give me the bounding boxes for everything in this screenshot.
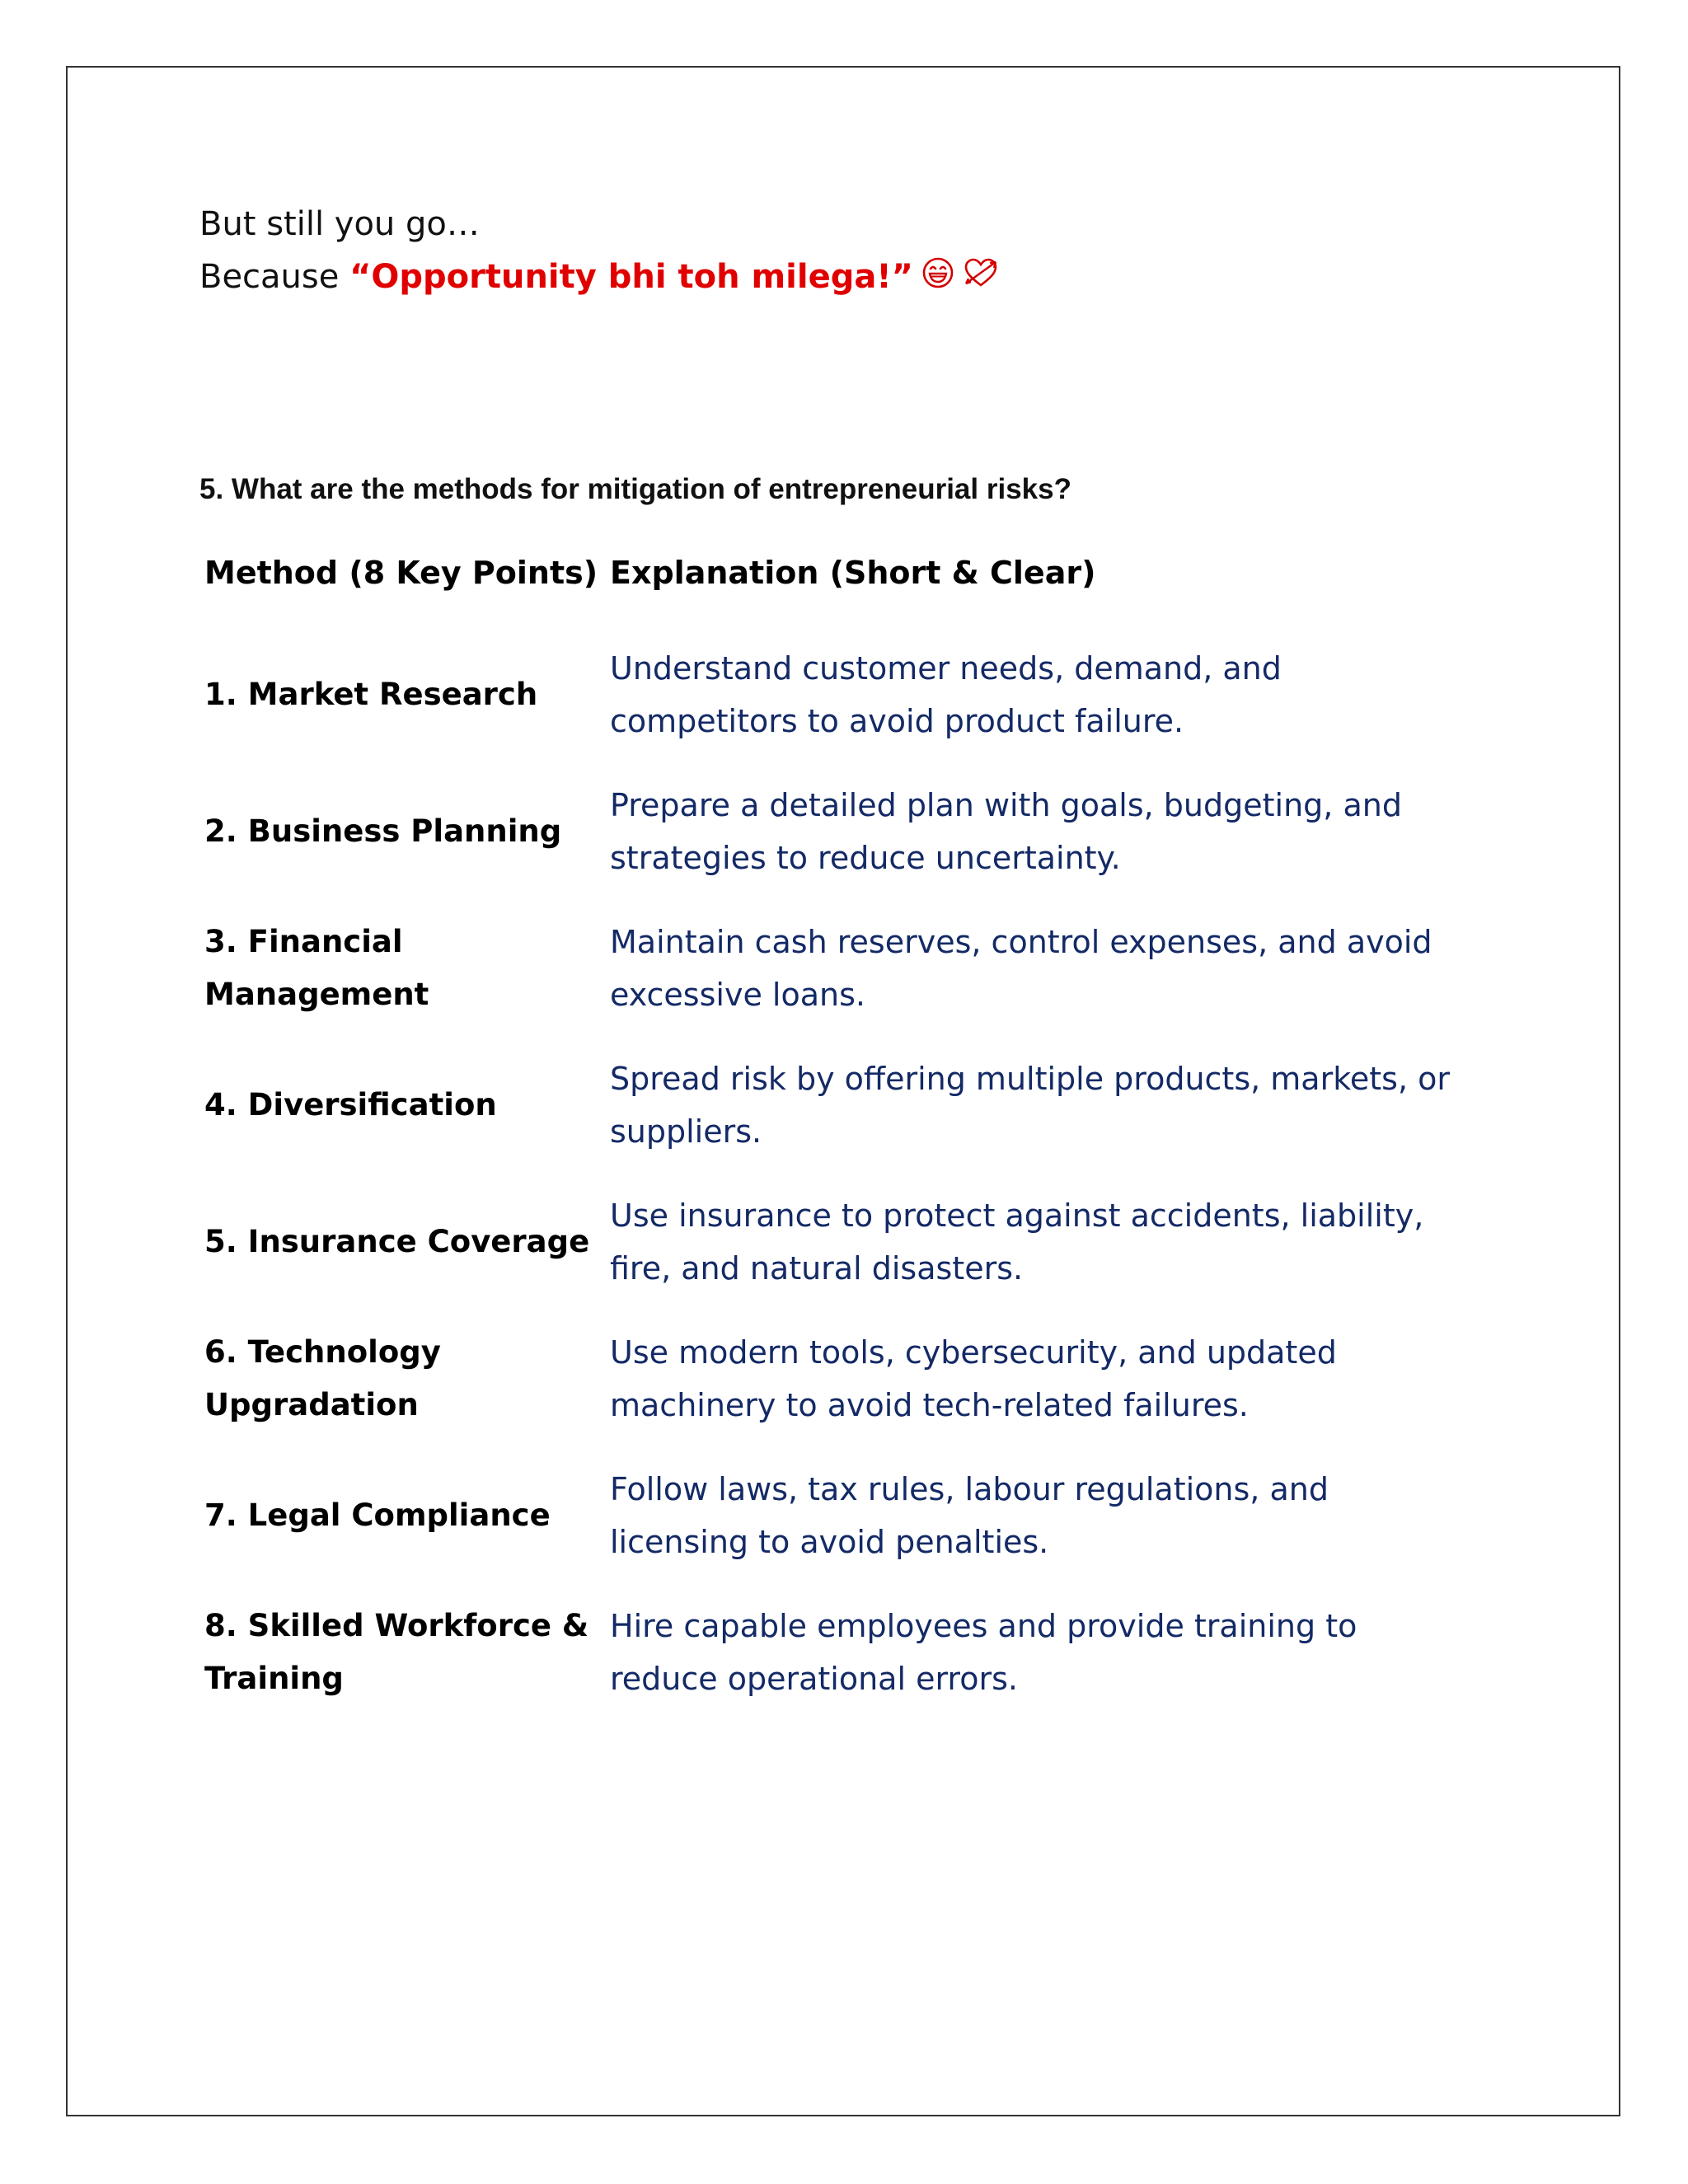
grinning-face-icon: [921, 252, 954, 305]
table-header-row: [204, 544, 1457, 602]
header-explanation: Explanation (Short & Clear): [610, 555, 1096, 591]
explanation-cell: Hire capable employees and provide training to reduce operational errors.: [610, 1608, 1357, 1697]
intro-line-2: [199, 251, 999, 305]
method-cell: 2. Business Planning: [204, 813, 562, 849]
method-cell: 3. Financial Management: [204, 924, 429, 1012]
header-method: Method (8 Key Points): [204, 555, 598, 591]
table-row: [204, 763, 1457, 900]
table-row: [204, 1310, 1457, 1447]
table-spacer: [204, 602, 1457, 626]
intro-line-2-prefix: Because: [199, 258, 350, 296]
explanation-cell: Understand customer needs, demand, and competitors to avoid product failure.: [610, 650, 1282, 739]
explanation-cell: Spread risk by offering multiple products, markets, or suppliers.: [610, 1061, 1450, 1150]
table-row: [204, 1037, 1457, 1174]
intro-block: [199, 198, 999, 305]
table-row: [204, 1447, 1457, 1584]
method-cell: 4. Diversification: [204, 1087, 497, 1122]
heart-with-arrow-icon: [963, 252, 999, 305]
method-cell: 1. Market Research: [204, 677, 538, 712]
method-cell: 6. Technology Upgradation: [204, 1334, 441, 1422]
method-cell: 7. Legal Compliance: [204, 1497, 551, 1533]
explanation-cell: Use insurance to protect against accidents, liability, fire, and natural disasters.: [610, 1197, 1424, 1286]
explanation-cell: Use modern tools, cybersecurity, and updated machinery to avoid tech-related failures.: [610, 1334, 1337, 1423]
methods-table: [204, 544, 1457, 1721]
table-row: [204, 1584, 1457, 1721]
table-row: [204, 1174, 1457, 1310]
table-row: [204, 626, 1457, 763]
question-heading: 5. What are the methods for mitigation of entrepreneurial risks?: [199, 473, 1071, 505]
explanation-cell: Follow laws, tax rules, labour regulations, and licensing to avoid penalties.: [610, 1471, 1329, 1560]
explanation-cell: Prepare a detailed plan with goals, budgeting, and strategies to reduce uncertainty.: [610, 787, 1402, 876]
intro-quote: “Opportunity bhi toh milega!”: [349, 258, 913, 296]
explanation-cell: Maintain cash reserves, control expenses, and avoid excessive loans.: [610, 924, 1432, 1013]
table-row: [204, 900, 1457, 1037]
intro-line-1: But still you go…: [199, 205, 480, 243]
method-cell: 8. Skilled Workforce & Training: [204, 1608, 589, 1696]
method-cell: 5. Insurance Coverage: [204, 1224, 590, 1259]
